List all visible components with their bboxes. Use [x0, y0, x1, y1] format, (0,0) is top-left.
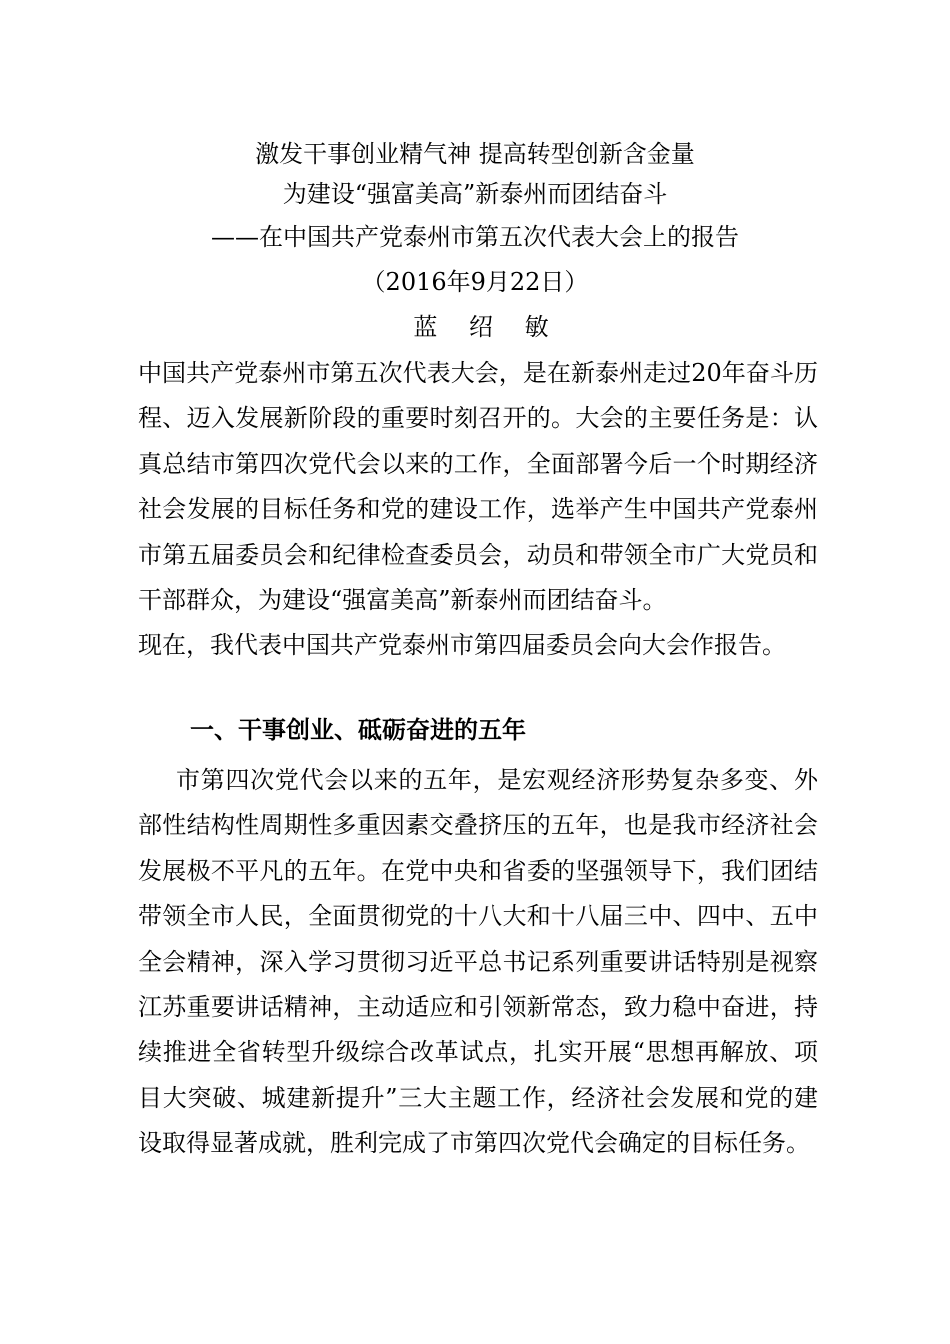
intro-block	[138, 351, 818, 669]
paragraph-3: 市第四次党代会以来的五年，是宏观经济形势复杂多变、外部性结构性周期性多重因素交叠挤压的五年，也是我市经济社会发展极不平凡的五年。在党中央和省委的坚强领导下，我们团结带领全市人民，全面贯彻党的十八大和十八届三中、四中、五中全会精神，深入学习贯彻习近平总书记系列重要讲话特别是视察江苏重要讲话精神，主动适应和引领新常态，致力稳中奋进，持续推进全省转型升级综合改革试点，扎实开展“思想再解放、项目大突破、城建新提升”三大主题工作，经济社会发展和党的建设取得显著成就，胜利完成了市第四次党代会确定的目标任务。	[138, 766, 818, 1158]
title-line-2: 为建设“强富美高”新泰州而团结奋斗	[282, 180, 668, 208]
paragraph-2: 现在，我代表中国共产党泰州市第四届委员会向大会作报告。	[138, 631, 786, 660]
section-heading-1: 一、干事创业、砥砺奋进的五年	[190, 715, 526, 744]
title-line-1: 激发干事创业精气神 提高转型创新含金量	[255, 140, 695, 168]
author-name: 蓝 绍 敏	[413, 313, 561, 341]
paragraph-1: 中国共产党泰州市第五次代表大会，是在新泰州走过20年奋斗历程、迈入发展新阶段的重要时刻召开的。大会的主要任务是：认真总结市第四次党代会以来的工作，全面部署今后一个时期经济社会发展的目标任务和党的建设工作，选举产生中国共产党泰州市第五届委员会和纪律检查委员会，动员和带领全市广大党员和干部群众，为建设“强富美高”新泰州而团结奋斗。	[138, 359, 818, 615]
section-body	[138, 758, 818, 1167]
subtitle-line: ——在中国共产党泰州市第五次代表大会上的报告	[211, 223, 739, 251]
date-line: （2016年9月22日）	[361, 268, 589, 296]
